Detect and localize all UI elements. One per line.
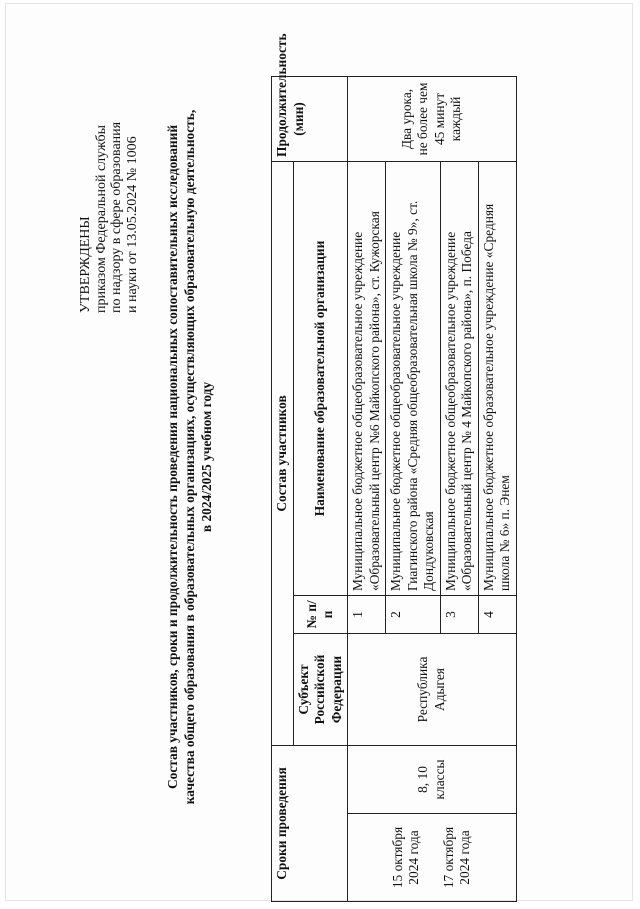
row-number: 4 bbox=[478, 595, 516, 633]
approval-line: по надзору в сфере образования bbox=[109, 121, 124, 313]
header-participants: Состав участников bbox=[272, 161, 294, 745]
header-subject: Субъект Российской Федерации bbox=[293, 633, 348, 745]
org-name: Муниципальное бюджетное общеобразовательное учреждение «Образовательный центр №6 Майкопского района», ст. Кужорская bbox=[348, 161, 386, 595]
org-name: Муниципальное бюджетное общеобразовательное учреждение Гиагинского района «Средняя общеобразовательная школа № 9», ст. Дондуковская bbox=[386, 161, 441, 595]
header-number: № п/п bbox=[293, 595, 348, 633]
approval-line: приказом Федеральной службы bbox=[93, 125, 109, 313]
document-page bbox=[6, 4, 632, 900]
approval-line: и науки от 13.05.2024 № 1006 bbox=[124, 136, 140, 313]
approval-stamp bbox=[78, 53, 140, 313]
region-cell: Республика Адыгея bbox=[348, 633, 517, 745]
participants-table bbox=[271, 33, 517, 902]
header-dates: Сроки проведения bbox=[272, 745, 348, 901]
title-line: Состав участников, сроки и продолжительность проведения национальных сопоставительных исследований bbox=[165, 124, 180, 790]
org-name: Муниципальное бюджетное образовательное учреждение «Средняя школа № 6» п. Энем bbox=[478, 161, 516, 595]
row-number: 1 bbox=[348, 595, 386, 633]
dates-cell bbox=[348, 814, 517, 902]
grades-cell: 8, 10 классы bbox=[348, 745, 517, 813]
approval-line: УТВЕРЖДЕНЫ bbox=[78, 216, 93, 313]
header-org-name: Наименование образовательной организации bbox=[293, 161, 348, 595]
org-name: Муниципальное бюджетное общеобразовательное учреждение «Образовательный центр № 4 Майкопского района», п. Победа bbox=[440, 161, 478, 595]
rotated-content bbox=[6, 4, 640, 909]
date-2: 17 октября 2024 года bbox=[440, 826, 473, 889]
table-header-row bbox=[272, 76, 294, 901]
document-title bbox=[164, 85, 215, 829]
header-duration: Продолжительность (мин) bbox=[272, 76, 348, 161]
row-number: 3 bbox=[440, 595, 478, 633]
duration-cell: Два урока, не более чем 45 минут каждый bbox=[348, 76, 517, 161]
table-row bbox=[348, 76, 386, 901]
date-1: 15 октября 2024 года bbox=[389, 826, 422, 889]
row-number: 2 bbox=[386, 595, 441, 633]
title-line: качества общего образования в образовательных организациях, осуществляющих образовательную деятельность, bbox=[182, 109, 197, 805]
title-line: в 2024/2025 учебном году bbox=[199, 381, 214, 533]
